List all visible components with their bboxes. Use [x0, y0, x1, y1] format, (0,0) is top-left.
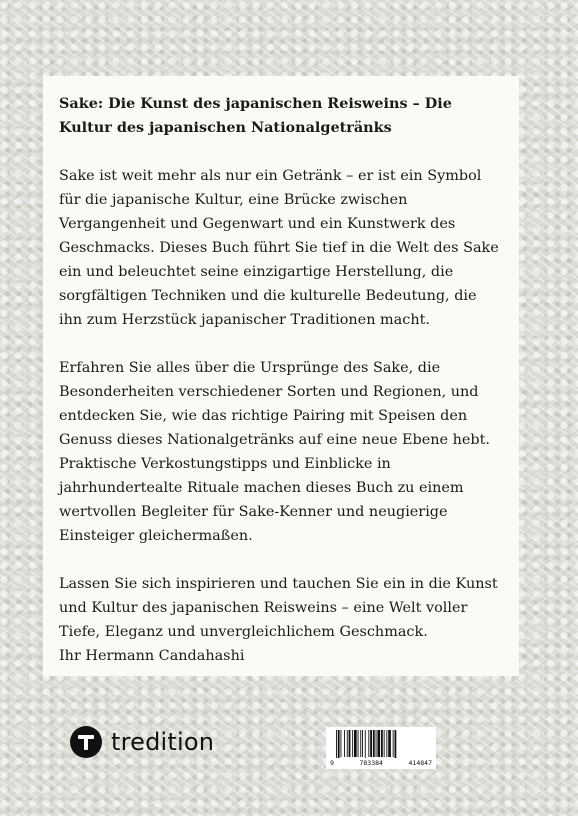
book-title: Sake: Die Kunst des japanischen Reisweins – Die Kultur des japanischen Nationalgetränks [59, 95, 452, 136]
blurb-paragraph-1: Sake ist weit mehr als nur ein Getränk – er ist ein Symbol für die japanische Kultur, eine Brücke zwischen Vergangenheit und Gegenwart und ein Kunstwerk des Geschmacks. Dieses Buch führt Sie tief in die Welt des Sake ein und beleuchtet seine einzigartige Herstellung, die sorgfältigen Techniken und die kulturelle Bedeutung, die ihn zum Herzstück japanischer Traditionen macht. [59, 168, 499, 328]
isbn-barcode [326, 727, 436, 769]
barcode-digit-group-1: 783384 [359, 759, 383, 767]
publisher-name: tredition [111, 728, 215, 756]
barcode-bars [330, 730, 432, 758]
blurb-panel [43, 76, 519, 676]
blurb-paragraph-2: Erfahren Sie alles über die Ursprünge des Sake, die Besonderheiten verschiedener Sorten und Regionen, und entdecken Sie, wie das richtige Pairing mit Speisen den Genuss dieses Nationalgetränks auf eine neue Ebene hebt. Praktische Verkostungstipps und Einblicke in jahrhundertealte Rituale machen dieses Buch zu einem wertvollen Begleiter für Sake-Kenner und neugierige Einsteiger gleichermaßen. [59, 360, 490, 544]
tredition-logo-icon [70, 726, 102, 758]
barcode-digit-group-2: 414847 [408, 759, 432, 767]
barcode-digits [326, 759, 436, 767]
blurb-paragraph-3: Lassen Sie sich inspirieren und tauchen Sie ein in die Kunst und Kultur des japanischen Reisweins – eine Welt voller Tiefe, Eleganz und unvergleichlichem Geschmack. [59, 576, 498, 640]
barcode-digit-first: 9 [330, 759, 334, 767]
author-signature: Ihr Hermann Candahashi [59, 648, 245, 664]
publisher-logo [70, 726, 214, 758]
